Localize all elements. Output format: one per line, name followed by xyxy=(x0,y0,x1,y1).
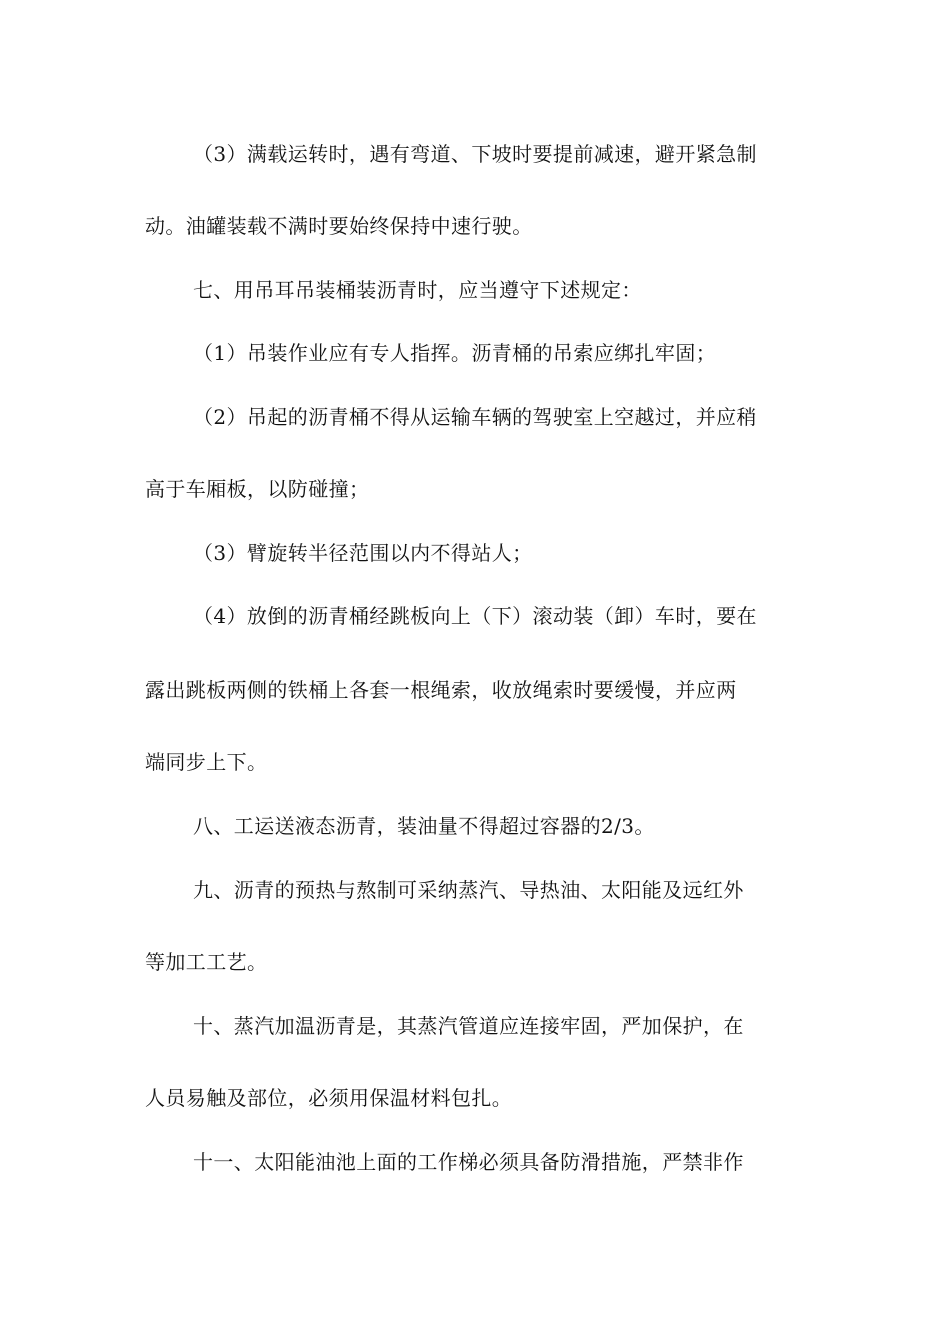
paragraph-line: 露出跳板两侧的铁桶上各套一根绳索，收放绳索时要缓慢，并应两 xyxy=(145,678,737,702)
paragraph-line: 十一、太阳能油池上面的工作梯必须具备防滑措施，严禁非作 xyxy=(193,1150,744,1174)
paragraph-line: 七、用吊耳吊装桶装沥青时，应当遵守下述规定： xyxy=(193,278,642,302)
paragraph-line: 等加工工艺。 xyxy=(145,950,268,974)
paragraph-line: （2）吊起的沥青桶不得从运输车辆的驾驶室上空越过，并应稍 xyxy=(193,405,757,429)
paragraph-line: 八、工运送液态沥青，装油量不得超过容器的2/3。 xyxy=(193,814,655,838)
paragraph-line: 九、沥青的预热与熬制可采纳蒸汽、导热油、太阳能及远红外 xyxy=(193,878,744,902)
paragraph-line: 动。油罐装载不满时要始终保持中速行驶。 xyxy=(145,214,533,238)
paragraph-line: 十、蒸汽加温沥青是，其蒸汽管道应连接牢固，严加保护，在 xyxy=(193,1014,744,1038)
paragraph-line: （4）放倒的沥青桶经跳板向上（下）滚动装（卸）车时，要在 xyxy=(193,604,757,628)
paragraph-line: 人员易触及部位，必须用保温材料包扎。 xyxy=(145,1086,513,1110)
paragraph-line: （3）臂旋转半径范围以内不得站人； xyxy=(193,541,533,565)
paragraph-line: 高于车厢板，以防碰撞； xyxy=(145,477,370,501)
paragraph-line: （3）满载运转时，遇有弯道、下坡时要提前减速，避开紧急制 xyxy=(193,142,757,166)
paragraph-line: 端同步上下。 xyxy=(145,750,268,774)
paragraph-line: （1）吊装作业应有专人指挥。沥青桶的吊索应绑扎牢固； xyxy=(193,341,717,365)
